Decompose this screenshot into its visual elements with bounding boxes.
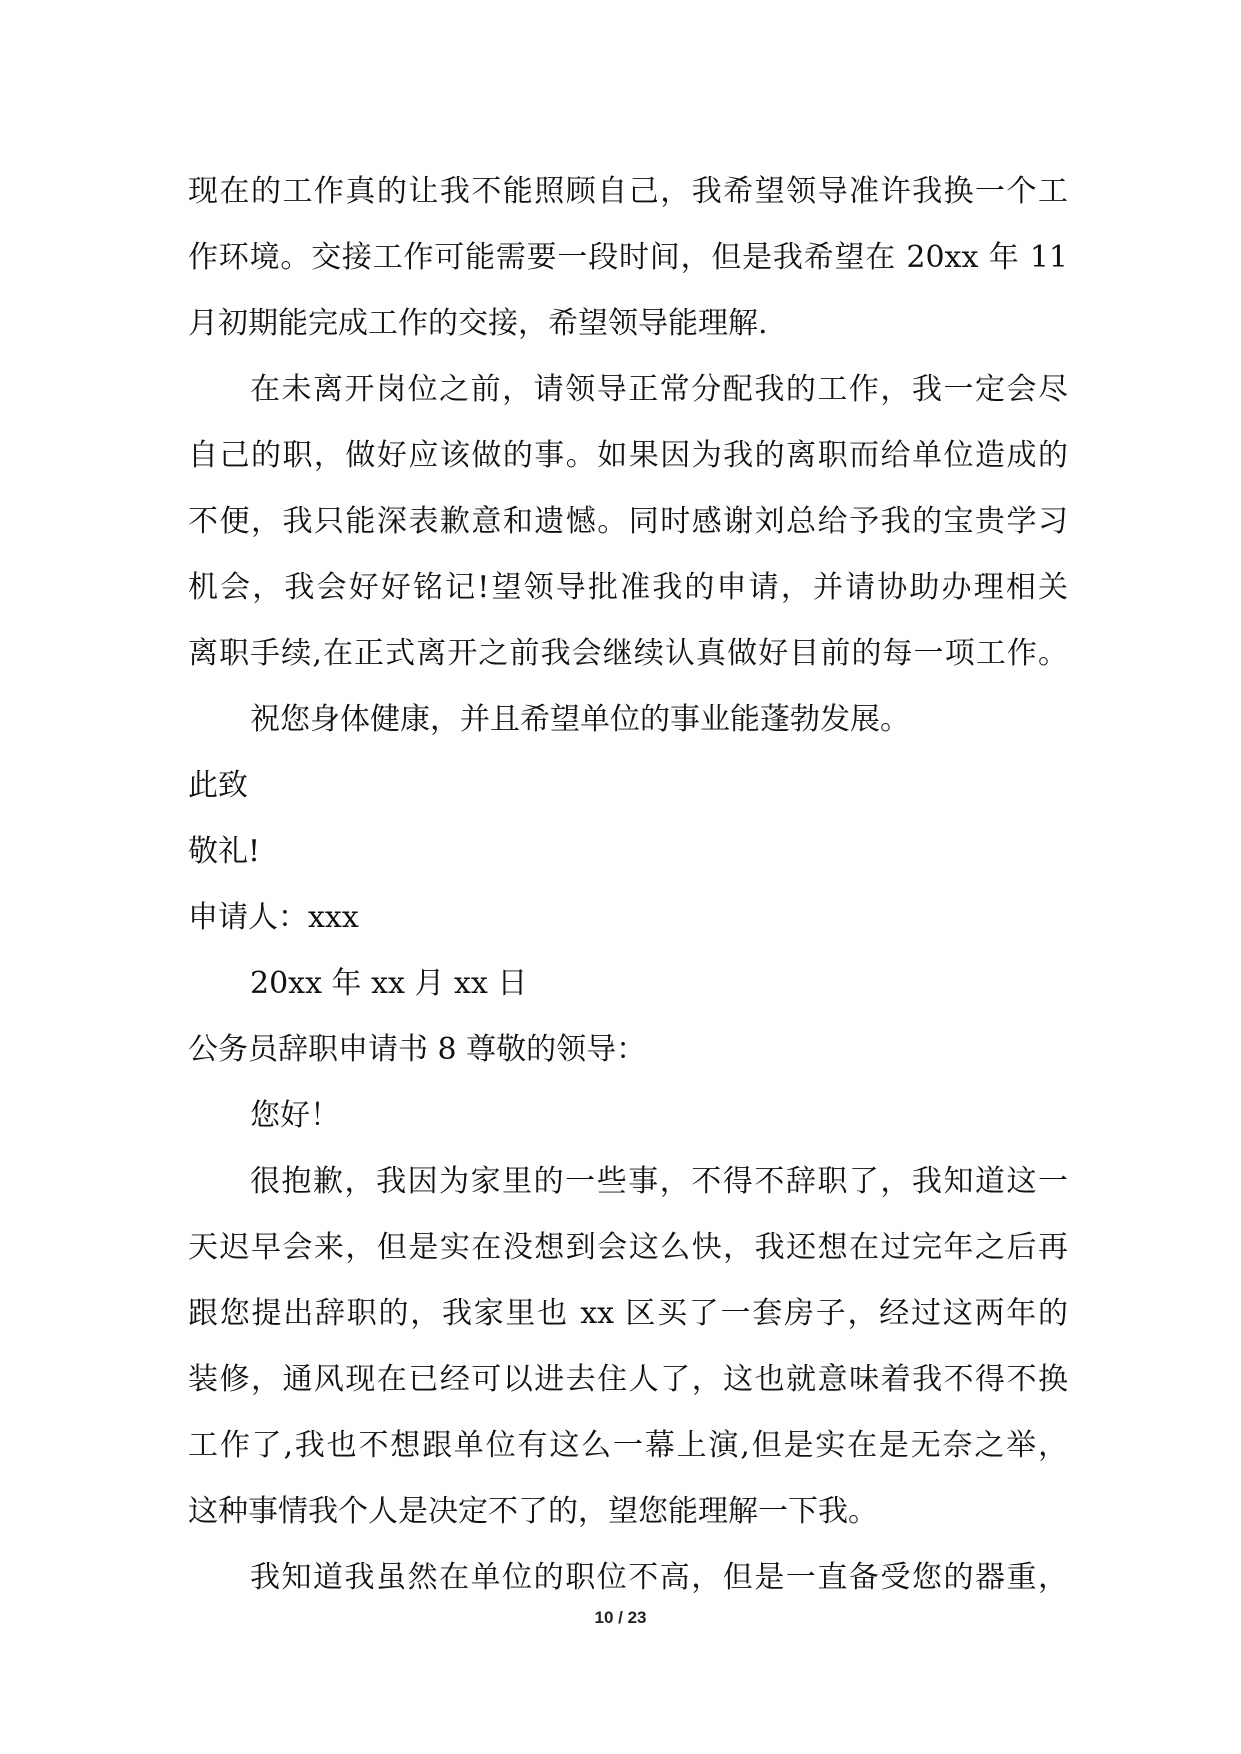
closing-line: 敬礼! — [188, 834, 261, 869]
page-number: 10 / 23 — [594, 1608, 647, 1627]
text-line: 装修，通风现在已经可以进去住人了，这也就意味着我不得不换 — [188, 1362, 1068, 1397]
text-line: 现在的工作真的让我不能照顾自己，我希望领导准许我换一个工 — [188, 174, 1068, 209]
text-line: 祝您身体健康，并且希望单位的事业能蓬勃发展。 — [250, 702, 910, 737]
greeting-line: 您好！ — [250, 1098, 340, 1133]
text-line: 月初期能完成工作的交接，希望领导能理解. — [188, 306, 768, 341]
section-heading: 公务员辞职申请书 8 尊敬的领导： — [188, 1032, 647, 1067]
text-line: 作环境。交接工作可能需要一段时间，但是我希望在 20xx 年 11 — [188, 240, 1068, 275]
text-line: 我知道我虽然在单位的职位不高，但是一直备受您的器重， — [250, 1560, 1068, 1595]
document-body — [188, 159, 1068, 1611]
text-line: 跟您提出辞职的，我家里也 xx 区买了一套房子，经过这两年的 — [188, 1296, 1068, 1331]
text-line: 不便，我只能深表歉意和遗憾。同时感谢刘总给予我的宝贵学习 — [188, 504, 1068, 539]
text-line: 自己的职，做好应该做的事。如果因为我的离职而给单位造成的 — [188, 438, 1068, 473]
closing-line: 此致 — [188, 768, 248, 803]
date-line: 20xx 年 xx 月 xx 日 — [250, 966, 528, 1001]
text-line: 这种事情我个人是决定不了的，望您能理解一下我。 — [188, 1494, 878, 1529]
text-line: 天迟早会来，但是实在没想到会这么快，我还想在过完年之后再 — [188, 1230, 1068, 1265]
applicant-line: 申请人：xxx — [188, 900, 359, 935]
text-line: 工作了,我也不想跟单位有这么一幕上演,但是实在是无奈之举， — [188, 1428, 1068, 1463]
text-line: 离职手续,在正式离开之前我会继续认真做好目前的每一项工作。 — [188, 636, 1068, 671]
text-line: 在未离开岗位之前，请领导正常分配我的工作，我一定会尽 — [250, 372, 1068, 407]
text-line: 机会，我会好好铭记!望领导批准我的申请，并请协助办理相关 — [188, 570, 1068, 605]
text-line: 很抱歉，我因为家里的一些事，不得不辞职了，我知道这一 — [250, 1164, 1068, 1199]
